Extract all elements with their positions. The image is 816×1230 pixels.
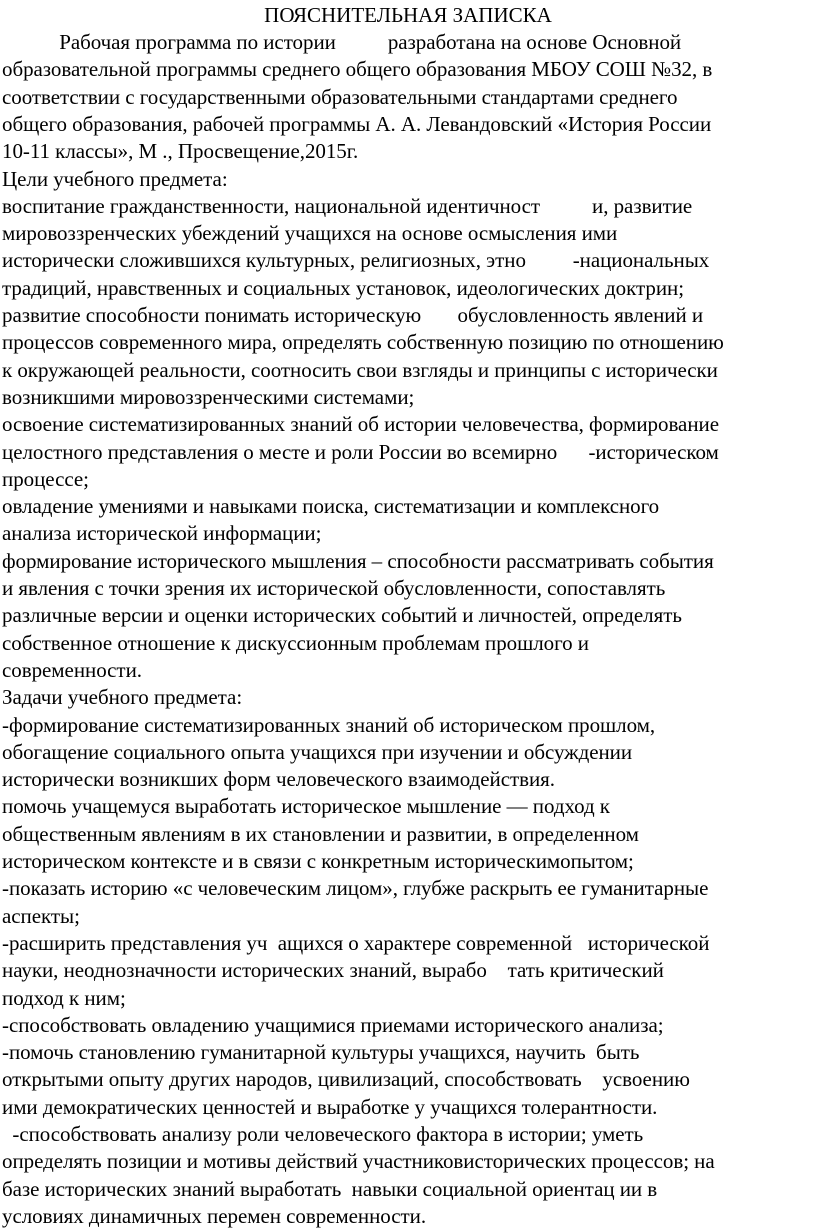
text-line: Цели учебного предмета: [2,166,228,191]
text-line: процессов современного мира, определять собственную позицию по отношению [2,330,724,355]
text-line: и явления с точки зрения их исторической обусловленности, сопоставлять [2,576,666,600]
text-line: исторически возникших форм человеческого взаимодействия. [2,767,555,792]
text-line: науки, неоднозначности исторических знаний, вырабо тать критический [2,958,664,983]
text-line: определять позиции и мотивы действий участниковисторических процессов; на [2,1149,715,1174]
text-line: собственное отношение к дискуссионным проблемам прошлого и [2,630,589,655]
text-line: общественным явлениям в их становлении и развитии, в определенном [2,821,639,846]
text-line: образовательной программы среднего общего образования МБОУ СОШ №32, в [2,57,713,82]
text-line: -способствовать анализу роли человеческого фактора в истории; уметь [2,1122,644,1146]
text-line: к окружающей реальности, соотносить свои взгляды и принципы с исторически [2,357,718,382]
text-line: различные версии и оценки исторических событий и личностей, определять [2,603,682,628]
text-line: освоение систематизированных знаний об истории человечества, формирование [2,412,719,437]
text-line: соответствии с государственными образовательными стандартами среднего [2,84,678,109]
text-line: процессе; [2,466,89,491]
text-line: общего образования, рабочей программы А. А. Левандовский «История России [2,111,712,136]
text-line: возникшими мировоззренческими системами; [2,384,415,409]
text-line: историческом контексте и в связи с конкретным историческимопытом; [2,849,634,873]
text-line: -показать историю «с человеческим лицом», глубже раскрыть ее гуманитарные [2,876,709,901]
text-line: исторически сложившихся культурных, религиозных, этно -национальных [2,248,710,273]
text-line: помочь учащемуся выработать историческое мышление — подход к [2,794,610,819]
text-line: -расширить представления уч ащихся о характере современной исторической [2,930,710,955]
text-line: мировоззренческих убеждений учащихся на основе осмысления ими [2,221,618,246]
text-line: Рабочая программа по истории разработана на основе Основной [2,30,682,54]
text-line: овладение умениями и навыками поиска, систематизации и комплексного [2,494,660,519]
text-line: воспитание гражданственности, национальной идентичност и, развитие [2,193,693,218]
text-line: 10-11 классы», М ., Просвещение,2015г. [2,139,359,164]
document-title: ПОЯСНИТЕЛЬНАЯ ЗАПИСКА [264,3,552,27]
text-line: целостного представления о месте и роли России во всемирно -историческом [2,439,719,464]
text-line: -помочь становлению гуманитарной культуры учащихся, научить быть [2,1040,640,1065]
text-line: развитие способности понимать историческую обусловленность явлений и [2,303,704,327]
text-line: современности. [2,657,142,682]
text-line: формирование исторического мышления – способности рассматривать события [2,548,714,573]
text-line: обогащение социального опыта учащихся при изучении и обсуждении [2,739,633,764]
text-line: аспекты; [2,903,80,928]
text-line: -формирование систематизированных знаний об историческом прошлом, [2,712,656,737]
text-line: открытыми опыту других народов, цивилизаций, способствовать усвоению [2,1067,690,1092]
text-line: Задачи учебного предмета: [2,685,243,710]
text-line: традиций, нравственных и социальных установок, идеологических доктрин; [2,275,684,300]
text-line: анализа исторической информации; [2,521,322,546]
text-line: ими демократических ценностей и выработке у учащихся толерантности. [2,1094,658,1119]
text-line: базе исторических знаний выработать навыки социальной ориентац ии в [2,1176,658,1201]
text-line: условиях динамичных перемен современности. [2,1203,427,1228]
text-line: подход к ним; [2,985,126,1010]
text-line: -способствовать овладению учащимися приемами исторического анализа; [2,1012,664,1037]
